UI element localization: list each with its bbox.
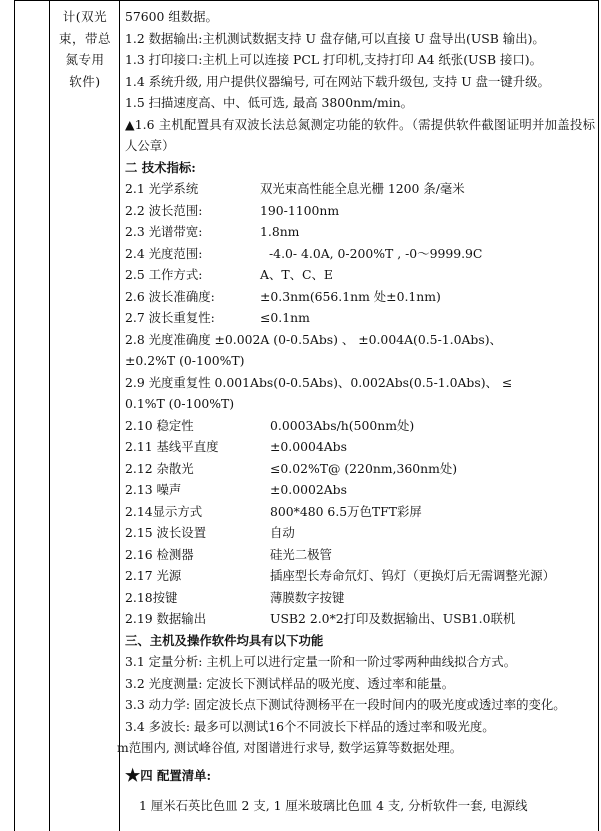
spec-value: 0.0003Abs/h(500nm处) [270, 417, 415, 433]
spec-key: 2.5 工作方式: [125, 267, 203, 282]
spec-value: 自动 [270, 525, 295, 540]
spec-row [125, 307, 595, 329]
section-2-heading: 二 技术指标: [125, 159, 196, 175]
spec-key: 2.10 稳定性 [125, 417, 194, 433]
spec-row [125, 221, 595, 243]
section-4-heading [125, 765, 595, 789]
spec-key: 2.11 基线平直度 [125, 439, 219, 454]
item-3-4: 3.4 多波长: 最多可以测试16个不同波长下样品的透过率和吸光度。 [125, 718, 495, 734]
item-1-5: 1.5 扫描速度高、中、低可选, 最高 3800nm/min。 [125, 95, 414, 110]
spec-list-a [125, 178, 595, 264]
spec-key: 2.16 检测器 [125, 546, 194, 562]
spec-value: A、T、C、E [260, 267, 333, 282]
spec-value: ≤0.02%T@ (220nm,360nm处) [270, 460, 458, 476]
spec-value: ±0.0002Abs [270, 482, 347, 497]
column-divider-2 [119, 0, 120, 831]
spec-key: 2.19 数据输出 [125, 611, 207, 626]
spec-value: ±0.3nm(656.1nm 处±0.1nm) [260, 288, 441, 304]
item-3-2: 3.2 光度测量: 定波长下测试样品的吸光度、透过率和能量。 [125, 675, 455, 691]
item-name-line: 氮专用 [65, 52, 105, 67]
spec-value: ≤0.1nm [260, 310, 310, 325]
star-icon: ★ [125, 765, 141, 786]
spec-key: 2.12 杂散光 [125, 460, 194, 476]
item-3-3: 3.3 动力学: 固定波长点下测试待测杨平在一段时间内的吸光度或透过率的变化。 [125, 697, 566, 712]
item-3-5: m范围内, 测试峰谷值, 对图谱进行求导, 数学运算等数据处理。 [117, 740, 463, 755]
item-3-1: 3.1 定量分析: 主机上可以进行定量一阶和一阶过零两种曲线拟合方式。 [125, 654, 517, 669]
spec-row [125, 587, 595, 609]
spec-row [125, 479, 595, 501]
text-line: 1.2 数据输出:主机测试数据支持 U 盘存储,可以直接 U 盘导出(USB 输出)。 [125, 30, 545, 46]
spec-row [125, 243, 595, 265]
spec-key: 2.18按键 [125, 589, 178, 605]
spec-row [125, 178, 595, 200]
section-4-title: 四 配置清单: [140, 767, 212, 783]
column-divider-1 [49, 0, 50, 831]
item-1-6: ▲1.6 主机配置具有双波长法总氮测定功能的软件。（需提供软件截图证明并加盖投标人公章） [125, 116, 595, 153]
item-name-cell [51, 6, 119, 92]
spec-value: -4.0- 4.0A, 0-200%T , -0～9999.9C [269, 245, 483, 261]
spec-row [125, 522, 595, 544]
spec-key: 2.6 波长准确度: [125, 288, 215, 304]
spec-row [125, 501, 595, 523]
spec-row [125, 436, 595, 458]
spec-key: 2.4 光度范围: [125, 245, 203, 261]
table-top-border [15, 0, 598, 1]
spec-content-cell [117, 6, 595, 816]
section-3-heading: 三、主机及操作软件均具有以下功能 [125, 632, 324, 648]
item-4-1: 1 厘米石英比色皿 2 支, 1 厘米玻璃比色皿 4 支, 分析软件一套, 电源线 [139, 797, 528, 813]
item-1-4: 1.4 系统升级, 用户提供仪器编号, 可在网站下载升级包, 支持 U 盘一键升级。 [125, 73, 550, 89]
spec-list-c [125, 415, 595, 630]
spec-row [125, 458, 595, 480]
item-name-line: 软件) [69, 73, 101, 89]
spec-key: 2.17 光源 [125, 568, 182, 583]
item-2-9-line: 2.9 光度重复性 0.001Abs(0-0.5Abs)、0.002Abs(0.5-1.0Abs)、 ≤ [125, 374, 513, 390]
item-name-line: 束，带总 [58, 30, 111, 46]
item-2-8-line: 2.8 光度准确度 ±0.002A (0-0.5Abs) 、 ±0.004A(0.5-1.0Abs)、 [125, 331, 502, 347]
spec-key: 2.7 波长重复性: [125, 310, 215, 325]
spec-value: 190-1100nm [260, 202, 340, 218]
text-line: 1.3 打印接口:主机上可以连接 PCL 打印机,支持打印 A4 纸张(USB 接口)。 [125, 52, 543, 67]
spec-value: 插座型长寿命氘灯、钨灯（更换灯后无需调整光源） [270, 568, 555, 583]
text-line: 57600 组数据。 [125, 9, 218, 24]
spec-row [125, 264, 595, 286]
spec-value: ±0.0004Abs [270, 439, 347, 454]
spec-row [125, 286, 595, 308]
spec-key: 2.14显示方式 [125, 503, 203, 519]
spec-value: USB2 2.0*2打印及数据输出、USB1.0联机 [270, 611, 516, 626]
item-2-8-line: ±0.2%T (0-100%T) [125, 353, 245, 368]
spec-key: 2.13 噪声 [125, 482, 182, 497]
spec-row [125, 565, 595, 587]
spec-key: 2.15 波长设置 [125, 525, 207, 540]
spec-value: 薄膜数字按键 [270, 589, 345, 605]
spec-value: 800*480 6.5万色TFT彩屏 [270, 503, 422, 519]
spec-list-b [125, 264, 595, 329]
spec-key: 2.1 光学系统 [125, 181, 199, 196]
spec-row [125, 415, 595, 437]
item-name-line: 计(双光 [62, 9, 108, 24]
spec-row [125, 608, 595, 630]
spec-table [14, 0, 599, 831]
spec-key: 2.3 光谱带宽: [125, 224, 203, 239]
spec-value: 1.8nm [260, 224, 300, 239]
spec-value: 双光束高性能全息光栅 1200 条/毫米 [260, 181, 465, 196]
spec-key: 2.2 波长范围: [125, 202, 203, 218]
item-2-9-line: 0.1%T (0-100%T) [125, 396, 235, 411]
spec-row [125, 200, 595, 222]
spec-value: 硅光二极管 [270, 546, 332, 562]
spec-row [125, 544, 595, 566]
